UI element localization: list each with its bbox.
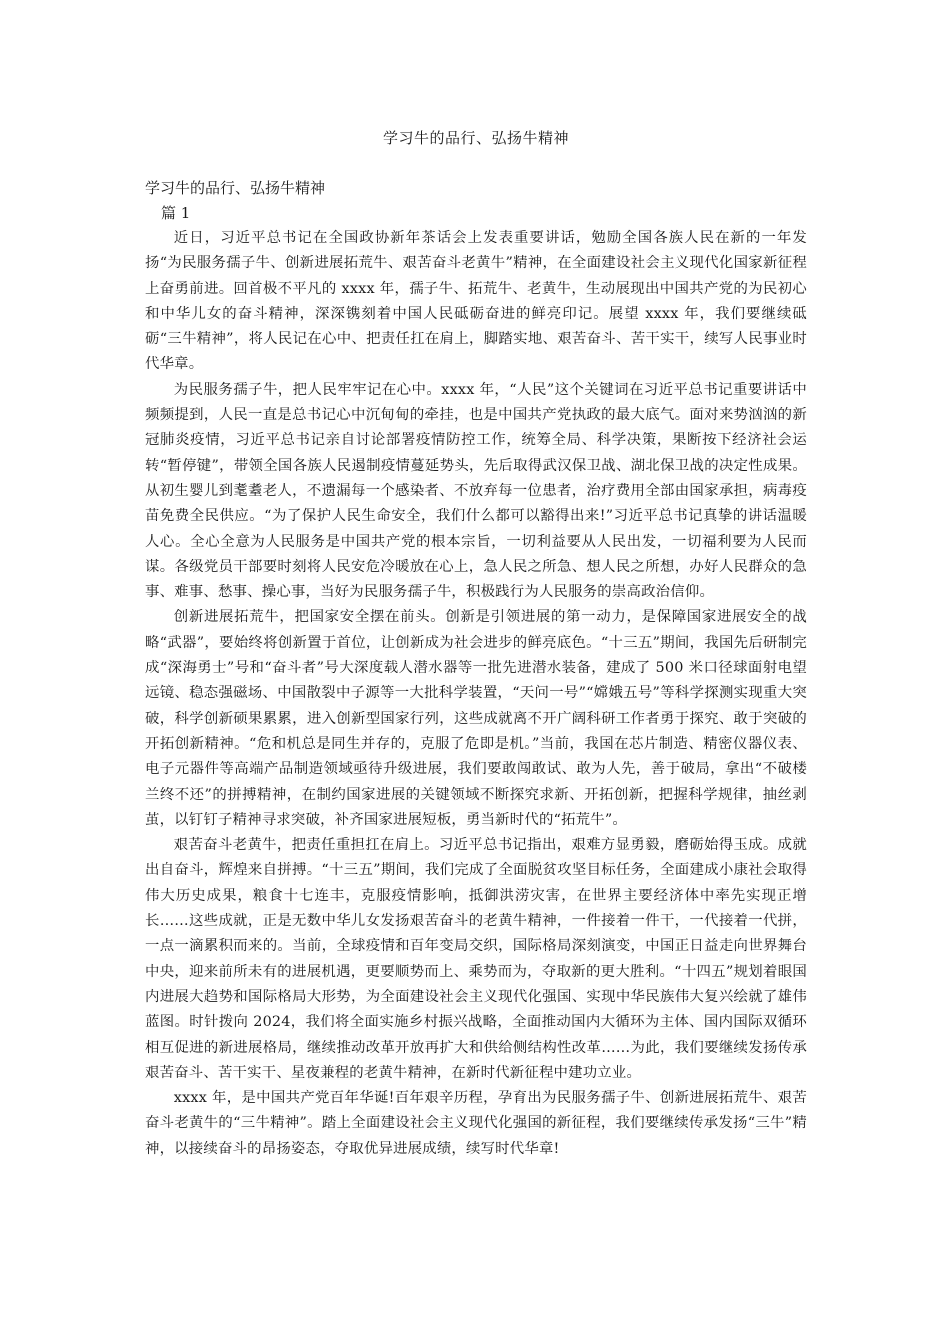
paragraph-conclusion: xxxx 年，是中国共产党百年华诞!百年艰辛历程，孕育出为民服务孺子牛、创新进展拓荒牛、艰苦奋斗老黄牛的“三牛精神”。踏上全面建设社会主义现代化强国的新征程，我们要继续传承发扬“三牛”精神，以接续奋斗的昂扬姿态，夺取优异进展成绩，续写时代华章! <box>145 1090 807 1157</box>
paragraph-ruzi-niu: 为民服务孺子牛，把人民牢牢记在心中。xxxx 年，“人民”这个关键词在习近平总书记重要讲话中频频提到，人民一直是总书记心中沉甸甸的牵挂，也是中国共产党执政的最大底气。面对来势汹汹的新冠肺炎疫情，习近平总书记亲自讨论部署疫情防控工作，统筹全局、科学决策，果断按下经济社会运转“暂停键”，带领全国各族人民遏制疫情蔓延势头，先后取得武汉保卫战、湖北保卫战的决定性成果。从初生婴儿到耄耋老人，不遗漏每一个感染者、不放弃每一位患者，治疗费用全部由国家承担，病毒疫苗免费全民供应。“为了保护人民生命安全，我们什么都可以豁得出来!”习近平总书记真挚的讲话温暖人心。全心全意为人民服务是中国共产党的根本宗旨，一切利益要从人民出发，一切福利要为人民而谋。各级党员干部要时刻将人民安危冷暖放在心上，急人民之所急、想人民之所想，办好人民群众的急事、难事、愁事、操心事，当好为民服务孺子牛，积极践行为人民服务的崇高政治信仰。 <box>145 381 807 601</box>
section-label: 篇 1 <box>161 204 191 222</box>
paragraph-intro: 近日，习近平总书记在全国政协新年茶话会上发表重要讲话，勉励全国各族人民在新的一年发扬“为民服务孺子牛、创新进展拓荒牛、艰苦奋斗老黄牛”精神，在全面建设社会主义现代化国家新征程上奋勇前进。回首极不平凡的 xxxx 年，孺子牛、拓荒牛、老黄牛，生动展现出中国共产党的为民初心和中华儿女的奋斗精神，深深镌刻着中国人民砥砺奋进的鲜亮印记。展望 xxxx 年，我们要继续砥砺“三牛精神”，将人民记在心中、把责任扛在肩上，脚踏实地、艰苦奋斗、苦干实干，续写人民事业时代华章。 <box>145 230 807 373</box>
paragraph-laohuang-niu: 艰苦奋斗老黄牛，把责任重担扛在肩上。习近平总书记指出，艰难方显勇毅，磨砺始得玉成。成就出自奋斗，辉煌来自拼搏。“十三五”期间，我们完成了全面脱贫攻坚目标任务，全面建成小康社会取得伟大历史成果，粮食十七连丰，克服疫情影响，抵御洪涝灾害，在世界主要经济体中率先实现正增长……这些成就，正是无数中华儿女发扬艰苦奋斗的老黄牛精神，一件接着一件干，一代接着一代拼，一点一滴累积而来的。当前，全球疫情和百年变局交织，国际格局深刻演变，中国正日益走向世界舞台中央，迎来前所未有的进展机遇，更要顺势而上、乘势而为，夺取新的更大胜利。“十四五”规划着眼国内进展大趋势和国际格局大形势，为全面建设社会主义现代化强国、实现中华民族伟大复兴绘就了雄伟蓝图。时针拨向 2024，我们将全面实施乡村振兴战略，全面推动国内大循环为主体、国内国际双循环相互促进的新进展格局，继续推动改革开放再扩大和供给侧结构性改革……为此，我们要继续发扬传承艰苦奋斗、苦干实干、星夜兼程的老黄牛精神，在新时代新征程中建功立业。 <box>145 837 807 1081</box>
document-body <box>145 226 807 1162</box>
paragraph-tuohuang-niu: 创新进展拓荒牛，把国家安全摆在前头。创新是引领进展的第一动力，是保障国家进展安全的战略“武器”，要始终将创新置于首位，让创新成为社会进步的鲜亮底色。“十三五”期间，我国先后研制完成“深海勇士”号和“奋斗者”号大深度载人潜水器等一批先进潜水装备，建成了 500 米口径球面射电望远镜、稳态强磁场、中国散裂中子源等一大批科学装置，“天问一号”“嫦娥五号”等科学探测实现重大突破，科学创新硕果累累，进入创新型国家行列，这些成就离不开广阔科研工作者勇于探究、敢于突破的开拓创新精神。“危和机总是同生并存的，克服了危即是机。”当前，我国在芯片制造、精密仪器仪表、电子元器件等高端产品制造领域亟待升级进展，我们要敢闯敢试、敢为人先，善于破局，拿出“不破楼兰终不还”的拼搏精神，在制约国家进展的关键领域不断探究求新、开拓创新，把握科学规律，抽丝剥茧，以钉钉子精神寻求突破，补齐国家进展短板，勇当新时代的“拓荒牛”。 <box>145 609 807 828</box>
document-subtitle: 学习牛的品行、弘扬牛精神 <box>145 179 326 197</box>
document-title: 学习牛的品行、弘扬牛精神 <box>382 129 569 147</box>
